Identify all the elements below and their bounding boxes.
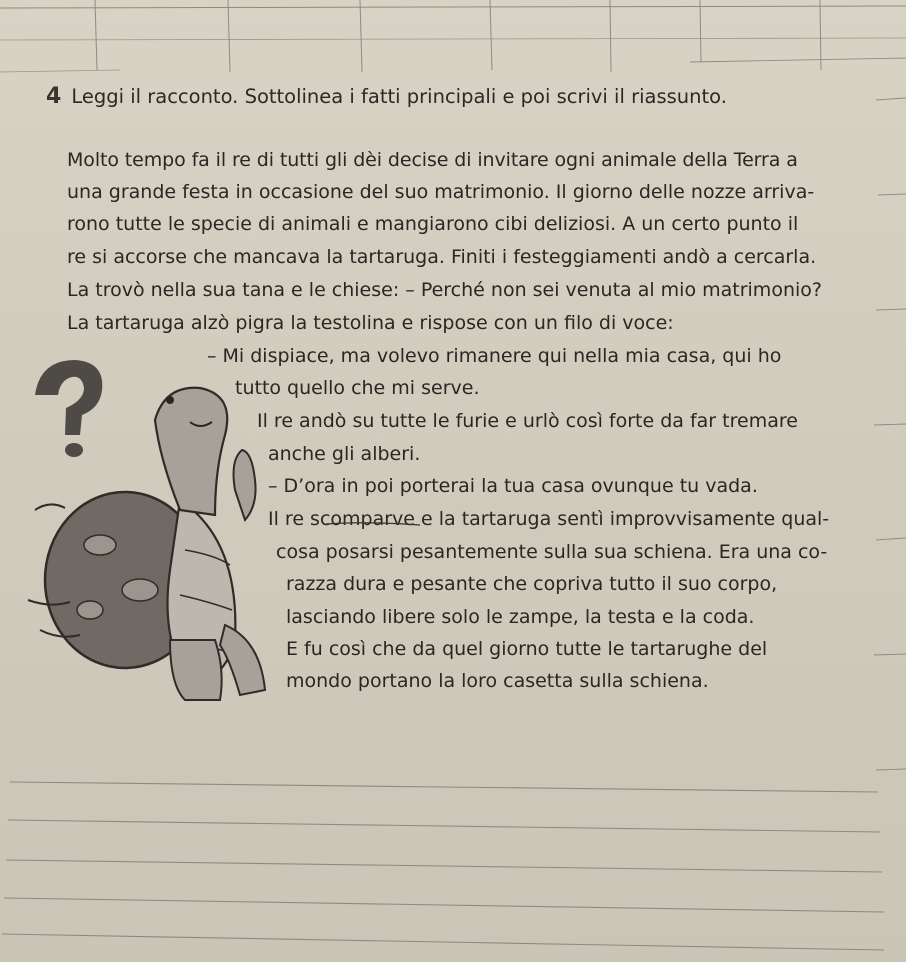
shell-spot-icon xyxy=(77,601,103,619)
story-line: tutto quello che mi serve. xyxy=(235,377,480,399)
story-line: – D’ora in poi porterai la tua casa ovunque tu vada. xyxy=(268,475,758,497)
turtle-eye-icon xyxy=(166,396,174,404)
exercise-number: 4 xyxy=(46,84,62,109)
story-line: razza dura e pesante che copriva tutto il suo corpo, xyxy=(286,573,778,595)
exercise-instruction: Leggi il racconto. Sottolinea i fatti principali e poi scrivi il riassunto. xyxy=(71,85,727,108)
story-line: La tartaruga alzò pigra la testolina e rispose con un filo di voce: xyxy=(67,312,674,334)
question-dot-icon xyxy=(65,443,83,457)
shell-spot-icon xyxy=(122,579,158,601)
turtle-illustration xyxy=(20,340,285,720)
story-line: anche gli alberi. xyxy=(268,443,421,465)
story-line: mondo portano la loro casetta sulla schiena. xyxy=(286,670,709,692)
story-line: una grande festa in occasione del suo matrimonio. Il giorno delle nozze arriva- xyxy=(67,181,815,203)
answer-lines xyxy=(0,740,906,962)
story-line: E fu così che da quel giorno tutte le tartarughe del xyxy=(286,638,768,660)
story-line: La trovò nella sua tana e le chiese: – Perché non sei venuta al mio matrimonio? xyxy=(67,279,822,301)
story-line: cosa posarsi pesantemente sulla sua schiena. Era una co- xyxy=(276,541,828,563)
right-margin-marks xyxy=(866,80,906,960)
story-line: lasciando libere solo le zampe, la testa e la coda. xyxy=(286,606,755,628)
story-line: Molto tempo fa il re di tutti gli dèi decise di invitare ogni animale della Terra a xyxy=(67,149,798,171)
story-line-underlined: Il re scomparve e la tartaruga sentì improvvisamente qual- xyxy=(268,508,830,530)
question-mark-icon xyxy=(35,360,102,435)
story-line: rono tutte le specie di animali e mangiarono cibi deliziosi. A un certo punto il xyxy=(67,213,799,235)
exercise-heading xyxy=(46,82,846,112)
turtle-head xyxy=(155,388,227,515)
story-line: – Mi dispiace, ma volevo rimanere qui nella mia casa, qui ho xyxy=(207,345,782,367)
story-line: Il re andò su tutte le furie e urlò così forte da far tremare xyxy=(257,410,798,432)
story-line: re si accorse che mancava la tartaruga. Finiti i festeggiamenti andò a cercarla. xyxy=(67,246,817,268)
top-ruled-area xyxy=(0,0,906,80)
turtle-hand-icon xyxy=(234,450,256,520)
shell-spot-icon xyxy=(84,535,116,555)
pencil-strike xyxy=(324,519,424,529)
turtle-leg xyxy=(170,640,222,700)
